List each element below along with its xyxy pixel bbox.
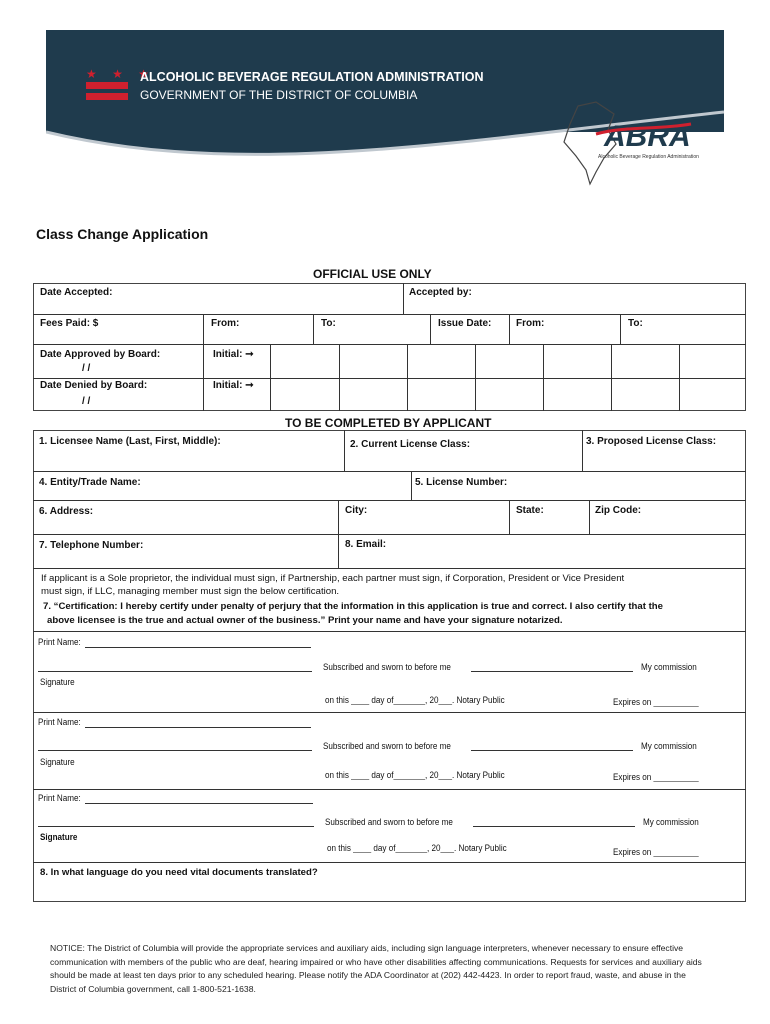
print-name-line (85, 803, 313, 804)
divider (611, 344, 612, 411)
date-approved-slashes: / / (82, 363, 91, 374)
divider (203, 314, 204, 411)
official-use-table (33, 283, 746, 411)
divider (33, 789, 746, 790)
form-title: Class Change Application (36, 226, 209, 242)
divider (509, 314, 510, 345)
signing-instructions-line-2: must sign, if LLC, managing member must sign the below certification. (41, 586, 340, 597)
sworn-label: Subscribed and sworn to before me (323, 662, 451, 672)
divider (33, 471, 746, 472)
divider (403, 283, 404, 314)
print-name-line (85, 647, 311, 648)
divider (33, 534, 746, 535)
current-license-class-label: 2. Current License Class: (350, 439, 471, 450)
initial-label-2: Initial: ➞ (213, 380, 254, 391)
print-name-label: Print Name: (38, 717, 81, 727)
applicant-heading: TO BE COMPLETED BY APPLICANT (285, 416, 492, 430)
divider (33, 568, 746, 569)
divider (407, 344, 408, 411)
abra-logo-caption: Alcoholic Beverage Regulation Administration (598, 154, 699, 160)
date-denied-slashes: / / (82, 396, 91, 407)
official-use-heading: OFFICIAL USE ONLY (313, 267, 432, 281)
divider (338, 500, 339, 568)
commission-line (473, 826, 635, 827)
divider (344, 430, 345, 471)
divider (270, 344, 271, 411)
notary-date-label: on this ____ day of_______, 20___. Notary Public (325, 770, 505, 780)
commission-line (471, 750, 633, 751)
divider (430, 314, 431, 345)
print-name-label: Print Name: (38, 637, 81, 647)
licensee-name-label: 1. Licensee Name (Last, First, Middle): (39, 436, 221, 447)
signature-line (38, 750, 312, 751)
accepted-by-label: Accepted by: (409, 287, 472, 298)
print-name-label: Print Name: (38, 793, 81, 803)
expires-on-label: Expires on __________ (613, 772, 699, 782)
sworn-label: Subscribed and sworn to before me (325, 817, 453, 827)
divider (509, 500, 510, 534)
divider (33, 631, 746, 632)
dc-flag-bar-bottom (86, 93, 128, 100)
telephone-number-label: 7. Telephone Number: (39, 540, 144, 551)
signing-instructions-line-1: If applicant is a Sole proprietor, the individual must sign, if Partnership, each partner must sign, if Corporation, President or Vice President (41, 573, 625, 584)
divider (33, 862, 746, 863)
sworn-label: Subscribed and sworn to before me (323, 741, 451, 751)
from-label-1: From: (211, 318, 240, 329)
state-label: State: (516, 505, 544, 516)
my-commission-label: My commission (641, 741, 697, 751)
email-label: 8. Email: (345, 539, 387, 550)
fees-paid-label: Fees Paid: $ (40, 318, 99, 329)
notary-date-label: on this ____ day of_______, 20___. Notary Public (327, 843, 507, 853)
to-label-2: To: (628, 318, 643, 329)
dc-flag-stars: ★ ★ ★ (86, 67, 155, 81)
divider (33, 500, 746, 501)
agency-subtitle: GOVERNMENT OF THE DISTRICT OF COLUMBIA (140, 88, 418, 102)
signature-line (38, 671, 312, 672)
entity-trade-name-label: 4. Entity/Trade Name: (39, 477, 141, 488)
signature-label: Signature (40, 757, 75, 767)
abra-logo (556, 100, 706, 190)
notary-date-label: on this ____ day of_______, 20___. Notary Public (325, 695, 505, 705)
divider (411, 471, 412, 500)
divider (33, 712, 746, 713)
certification-line-1: 7. “Certification: I hereby certify under penalty of perjury that the information in this application is true and correct. I also certify that the (43, 601, 663, 612)
agency-title: ALCOHOLIC BEVERAGE REGULATION ADMINISTRATION (140, 70, 484, 84)
abra-logo-text: ABRA (604, 120, 691, 153)
divider (313, 314, 314, 345)
signature-line (38, 826, 314, 827)
expires-on-label: Expires on __________ (613, 697, 699, 707)
expires-on-label: Expires on __________ (613, 847, 699, 857)
date-denied-label: Date Denied by Board: (40, 380, 148, 391)
divider (475, 344, 476, 411)
divider (33, 378, 746, 379)
city-label: City: (345, 505, 368, 516)
date-accepted-label: Date Accepted: (40, 287, 113, 298)
divider (589, 500, 590, 534)
proposed-license-class-label: 3. Proposed License Class: (586, 436, 717, 447)
initial-label-1: Initial: ➞ (213, 349, 254, 360)
my-commission-label: My commission (641, 662, 697, 672)
signature-label: Signature (40, 677, 75, 687)
address-label: 6. Address: (39, 506, 94, 517)
from-label-2: From: (516, 318, 545, 329)
ada-notice: NOTICE: The District of Columbia will provide the appropriate services and auxiliary aids, including sign language interpreters, whenever necessary to ensure effective communication with members of the public who are deaf, hearing impaired or who have other disabilities affecting communications. Requests for services and auxiliary aids should be made at least ten days prior to any scheduled hearing. Please notify the ADA Coordinator at (202) 442-4423. In order to report fraud, waste, and abuse in the District of Columbia government, call 1-800-521-1638. (50, 943, 702, 994)
divider (339, 344, 340, 411)
zip-code-label: Zip Code: (595, 505, 642, 516)
to-label-1: To: (321, 318, 336, 329)
divider (679, 344, 680, 411)
license-number-label: 5. License Number: (415, 477, 508, 488)
divider (33, 344, 746, 345)
language-question-label: 8. In what language do you need vital documents translated? (40, 867, 318, 878)
issue-date-label: Issue Date: (438, 318, 492, 329)
divider (582, 430, 583, 471)
divider (620, 314, 621, 345)
certification-line-2: above licensee is the true and actual owner of the business.” Print your name and have your signature notarized. (47, 615, 563, 626)
my-commission-label: My commission (643, 817, 699, 827)
dc-flag-bar-top (86, 82, 128, 89)
divider (543, 344, 544, 411)
signature-label: Signature (40, 832, 78, 842)
commission-line (471, 671, 633, 672)
divider (33, 314, 746, 315)
print-name-line (85, 727, 311, 728)
date-approved-label: Date Approved by Board: (40, 349, 161, 360)
